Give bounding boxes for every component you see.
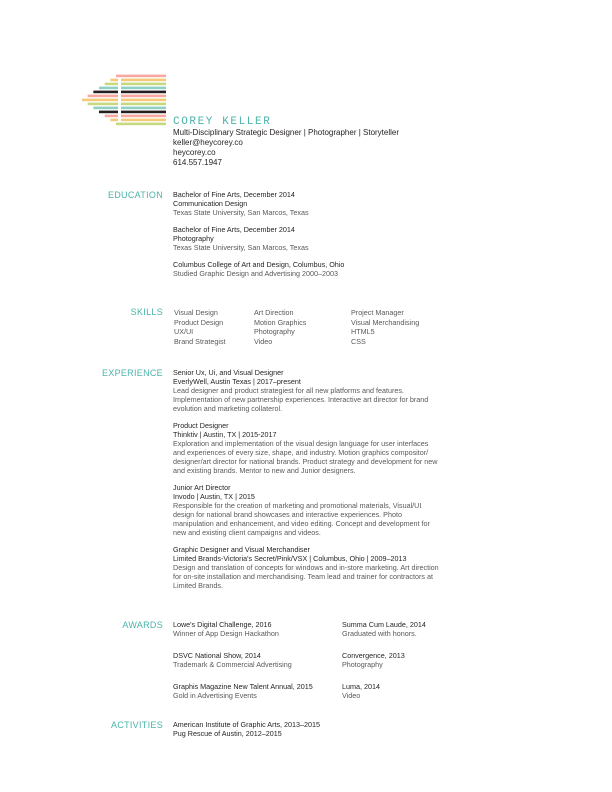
award-title: Luma, 2014 xyxy=(342,682,380,691)
activity-item: American Institute of Graphic Arts, 2013–2015 xyxy=(173,720,321,729)
education-entry xyxy=(173,225,473,252)
skill-item: Project Manager xyxy=(351,308,404,317)
job-title: Graphic Designer and Visual Merchandiser xyxy=(173,545,310,554)
job-description: designer/art director for national brands. Product strategy and development for new xyxy=(173,457,438,466)
education-major: Communication Design xyxy=(173,199,248,208)
job-description: and experiences of every size, shape, and industry. Motion graphics compositor/ xyxy=(173,448,429,457)
section-label-education: EDUCATION xyxy=(107,190,163,200)
job-company: Thinktiv | Austin, TX | 2015-2017 xyxy=(173,430,277,439)
activities-section xyxy=(173,720,473,738)
award-detail: Winner of App Design Hackathon xyxy=(173,629,279,638)
skill-item: Art Direction xyxy=(254,308,294,317)
contact-info xyxy=(173,128,399,168)
logo-stripe xyxy=(93,91,166,94)
award-title: Summa Cum Laude, 2014 xyxy=(342,620,426,629)
job-description: Lead designer and product strategiest for all new platforms and features. xyxy=(173,386,404,395)
experience-entry xyxy=(173,421,473,475)
awards-column-right xyxy=(342,620,507,713)
logo-stripe xyxy=(105,83,166,86)
job-description: Limited Brands. xyxy=(173,581,223,590)
award-entry xyxy=(342,682,507,700)
award-title: DSVC National Show, 2014 xyxy=(173,651,261,660)
logo-stripe xyxy=(105,115,166,118)
education-entry xyxy=(173,260,473,278)
logo-stripe xyxy=(99,111,166,114)
job-description: Exploration and implementation of the visual design language for user interfaces xyxy=(173,439,429,448)
job-company: EverlyWell, Austin Texas | 2017–present xyxy=(173,377,301,386)
skills-column-3 xyxy=(351,308,419,346)
skill-item: Visual Design xyxy=(174,308,218,317)
experience-entry xyxy=(173,483,473,537)
award-detail: Photography xyxy=(342,660,383,669)
skills-column-1 xyxy=(174,308,226,346)
logo-stripe xyxy=(99,87,166,90)
phone-number: 614.557.1947 xyxy=(173,158,222,167)
award-title: Convergence, 2013 xyxy=(342,651,405,660)
skill-item: CSS xyxy=(351,336,366,346)
award-entry xyxy=(173,620,338,638)
job-description: and existing brands. Mentor to new and Junior designers. xyxy=(173,466,356,475)
job-title: Product Designer xyxy=(173,421,229,430)
logo-stripe xyxy=(116,75,166,78)
skill-item: Motion Graphics xyxy=(254,317,307,327)
resume-name: COREY KELLER xyxy=(173,116,272,128)
job-title: Junior Art Director xyxy=(173,483,231,492)
experience-section xyxy=(173,368,473,598)
experience-entry xyxy=(173,545,473,590)
education-degree: Bachelor of Fine Arts, December 2014 xyxy=(173,225,295,234)
striped-logo-icon xyxy=(80,74,170,126)
award-entry xyxy=(342,651,507,669)
education-note: Studied Graphic Design and Advertising 2000–2003 xyxy=(173,269,339,278)
job-description: Implementation of new partnership experiences. Interactive art director for brand xyxy=(173,395,429,404)
skill-item: UX/UI xyxy=(174,327,194,336)
awards-column-left xyxy=(173,620,338,713)
job-company: Invodo | Austin, TX | 2015 xyxy=(173,492,255,501)
section-label-skills: SKILLS xyxy=(130,307,163,317)
skill-item: Visual Merchandising xyxy=(351,317,420,327)
email-link[interactable]: keller@heycorey.co xyxy=(173,138,243,147)
award-entry xyxy=(173,682,338,700)
logo-stripe xyxy=(88,103,166,106)
award-detail: Graduated with honors. xyxy=(342,629,417,638)
skills-column-2 xyxy=(254,308,306,346)
job-title: Senior Ux, Ui, and Visual Designer xyxy=(173,368,284,377)
job-description: Design and translation of concepts for windows and in-store marketing. Art direction xyxy=(173,563,439,572)
skill-item: Brand Strategist xyxy=(174,336,226,346)
education-degree: Bachelor of Fine Arts, December 2014 xyxy=(173,190,295,199)
education-section xyxy=(173,190,473,286)
activity-item: Pug Rescue of Austin, 2012–2015 xyxy=(173,729,282,738)
section-label-experience: EXPERIENCE xyxy=(101,368,163,378)
section-label-awards: AWARDS xyxy=(122,620,163,630)
award-detail: Gold in Advertising Events xyxy=(173,691,257,700)
job-description: for on-site installation and merchandising. Team lead and trainer for contractors at xyxy=(173,572,433,581)
education-school: Texas State University, San Marcos, Texas xyxy=(173,243,309,252)
job-description: new and existing client campaigns and videos. xyxy=(173,528,321,537)
award-entry xyxy=(173,651,338,669)
job-description: evolution and marketing collaterol. xyxy=(173,404,283,413)
award-detail: Video xyxy=(342,691,361,700)
logo-stripe xyxy=(93,107,166,110)
education-school: Columbus College of Art and Design, Columbus, Ohio xyxy=(173,260,345,269)
job-description: design for national brand showcases and interactive experiences. Photo xyxy=(173,510,402,519)
logo-stripe xyxy=(88,95,166,98)
logo-stripe xyxy=(82,99,166,102)
tagline: Multi-Disciplinary Strategic Designer | Photographer | Storyteller xyxy=(173,128,400,137)
logo-stripe xyxy=(116,123,166,126)
skill-item: HTML5 xyxy=(351,327,375,336)
award-detail: Trademark & Commercial Advertising xyxy=(173,660,292,669)
experience-entry xyxy=(173,368,473,413)
job-description: Responsible for the creation of marketing and promotional materials, Visual/UI xyxy=(173,501,422,510)
website-link[interactable]: heycorey.co xyxy=(173,148,216,157)
education-major: Photography xyxy=(173,234,214,243)
award-title: Graphis Magazine New Talent Annual, 2015 xyxy=(173,682,313,691)
section-label-activities: ACTIVITIES xyxy=(110,720,163,730)
job-company: Limited Brands-Victoria's Secret/Pink/VSX | Columbus, Ohio | 2009–2013 xyxy=(173,554,407,563)
skill-item: Product Design xyxy=(174,317,224,327)
job-description: manipulation and enhancement, and video editing. Concept and development for xyxy=(173,519,430,528)
education-school: Texas State University, San Marcos, Texas xyxy=(173,208,309,217)
skill-item: Video xyxy=(254,336,273,346)
skill-item: Photography xyxy=(254,327,295,336)
education-entry xyxy=(173,190,473,217)
award-title: Lowe's Digital Challenge, 2016 xyxy=(173,620,272,629)
award-entry xyxy=(342,620,507,638)
logo-bar xyxy=(118,78,121,122)
